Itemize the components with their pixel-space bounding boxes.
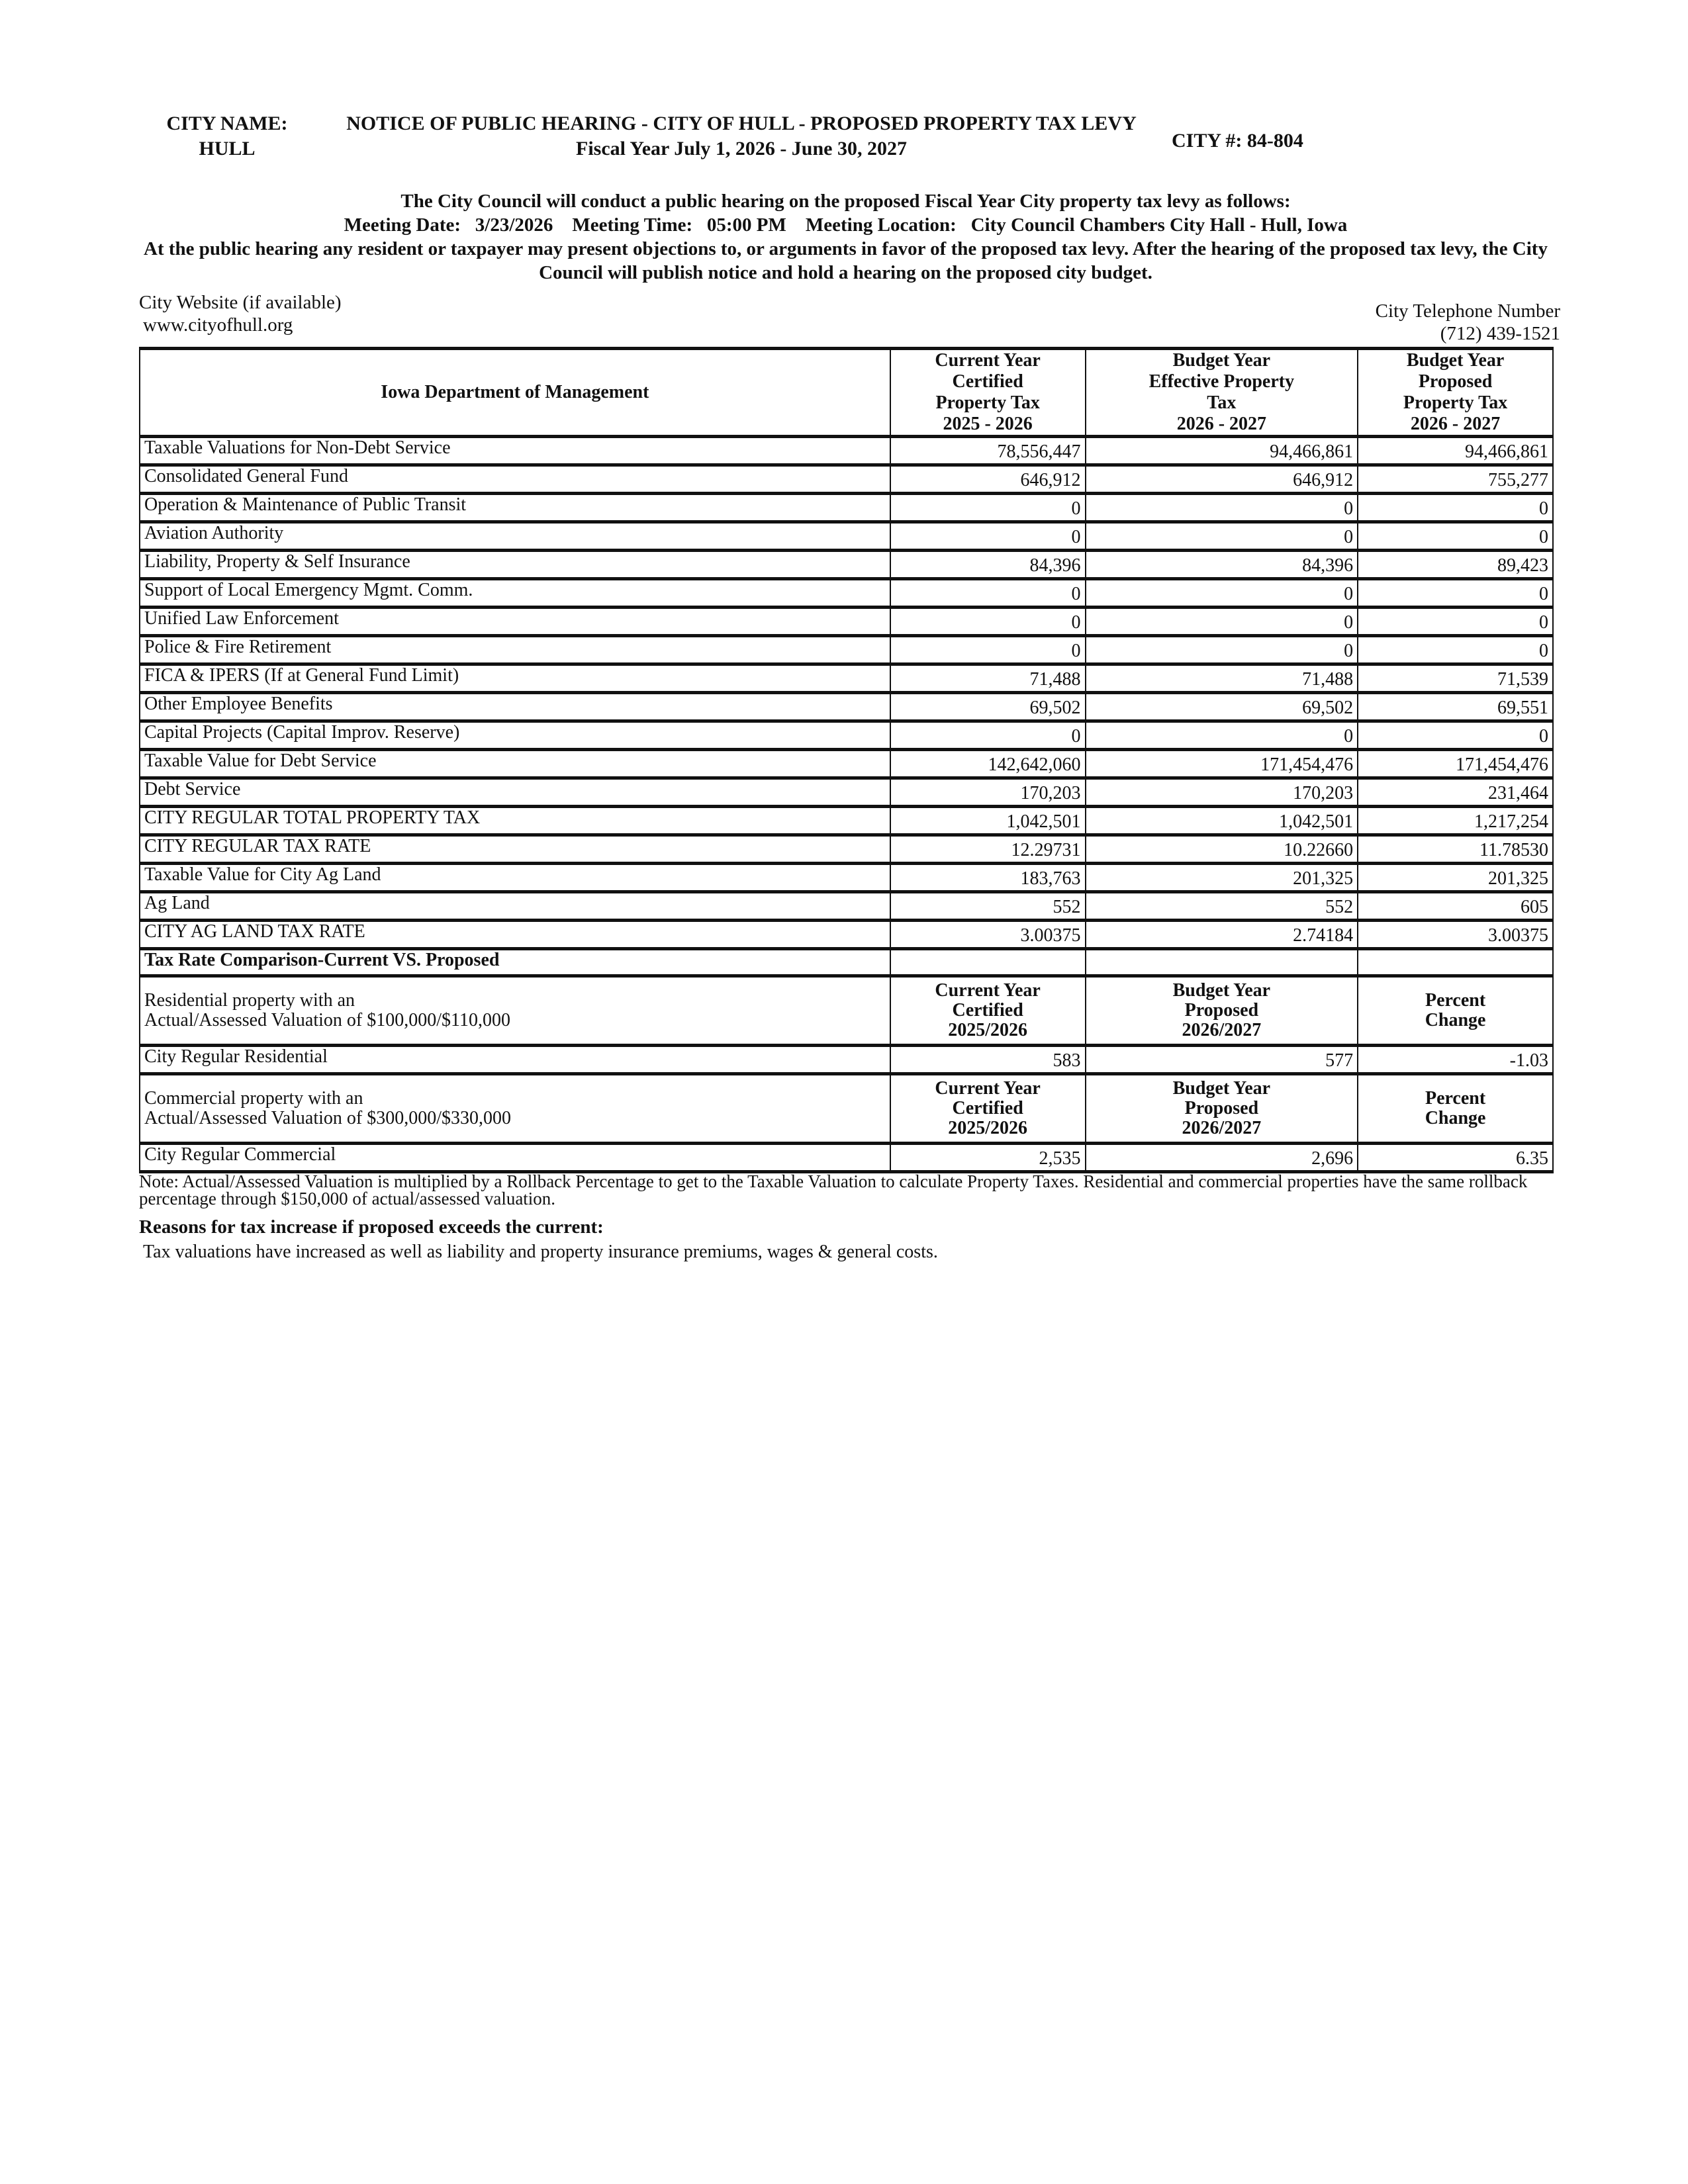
row-label: Police & Fire Retirement [140,636,890,664]
row-label: Liability, Property & Self Insurance [140,551,890,579]
table-row [140,750,1553,778]
header-line: Percent [1425,1088,1486,1109]
table-header-row [140,349,1553,437]
row-label: Capital Projects (Capital Improv. Reserve) [140,721,890,750]
commercial-row [140,1144,1553,1172]
row-label: Ag Land [140,892,890,921]
row-label: City Regular Commercial [140,1144,890,1172]
budget-effective-value: 1,042,501 [1086,807,1358,835]
commercial-header-row [140,1074,1553,1144]
row-label: Other Employee Benefits [140,693,890,721]
header-line: Certified [952,1000,1023,1021]
row-label: Support of Local Emergency Mgmt. Comm. [140,579,890,608]
current-year-value: 12.29731 [890,835,1086,864]
description-line: Residential property with an [144,990,355,1011]
header-line: Proposed [1418,371,1493,392]
header-budget-effective [1086,349,1358,437]
budget-proposed-value: 11.78530 [1358,835,1553,864]
row-label: Taxable Valuations for Non-Debt Service [140,437,890,465]
intro-line: The City Council will conduct a public hearing on the proposed Fiscal Year City property tax levy as follows: [400,191,1291,212]
description-line: Actual/Assessed Valuation of $100,000/$110,000 [144,1010,510,1030]
table-row [140,465,1553,494]
meeting-location: City Council Chambers City Hall - Hull, Iowa [970,214,1348,236]
meeting-date-label: Meeting Date: [344,214,461,236]
budget-proposed-value: 171,454,476 [1358,750,1553,778]
table-row [140,494,1553,522]
row-label: Consolidated General Fund [140,465,890,494]
header-line: Budget Year [1172,350,1271,371]
budget-proposed-value: 605 [1358,892,1553,921]
header-line: Effective Property [1149,371,1295,392]
residential-header-current [890,976,1086,1046]
residential-row [140,1046,1553,1074]
reasons-heading: Reasons for tax increase if proposed exceeds the current: [139,1216,604,1238]
header-line: 2026/2027 [1182,1118,1262,1138]
budget-effective-value: 71,488 [1086,664,1358,693]
row-label: City Regular Residential [140,1046,890,1074]
table-row [140,778,1553,807]
budget-effective-value: 552 [1086,892,1358,921]
table-row [140,579,1553,608]
table-row [140,721,1553,750]
levy-table [139,347,1554,1173]
table-row [140,807,1553,835]
budget-proposed-value: 0 [1358,721,1553,750]
header-line: Change [1425,1108,1486,1128]
fiscal-year: Fiscal Year July 1, 2026 - June 30, 2027 [576,138,907,159]
residential-proposed: 577 [1086,1046,1358,1074]
budget-proposed-value: 94,466,861 [1358,437,1553,465]
current-year-value: 3.00375 [890,921,1086,949]
header-current-year [890,349,1086,437]
row-label: CITY AG LAND TAX RATE [140,921,890,949]
budget-proposed-value: 1,217,254 [1358,807,1553,835]
reasons-text: Tax valuations have increased as well as liability and property insurance premiums, wages & general costs. [143,1242,938,1262]
table-row [140,551,1553,579]
commercial-percent-change: 6.35 [1358,1144,1553,1172]
header-line: Certified [952,1098,1023,1118]
meeting-time: 05:00 PM [706,214,786,236]
header-line: 2026/2027 [1182,1020,1262,1040]
commercial-description [140,1074,890,1144]
table-row [140,437,1553,465]
description-line: Commercial property with an [144,1088,363,1109]
header-line: Percent [1425,990,1486,1011]
description-line: Actual/Assessed Valuation of $300,000/$330,000 [144,1108,511,1128]
current-year-value: 0 [890,522,1086,551]
website-label: City Website (if available) [139,292,342,313]
table-row [140,864,1553,892]
current-year-value: 0 [890,636,1086,664]
row-label: Unified Law Enforcement [140,608,890,636]
budget-effective-value: 0 [1086,636,1358,664]
current-year-value: 1,042,501 [890,807,1086,835]
current-year-value: 0 [890,579,1086,608]
budget-proposed-value: 0 [1358,522,1553,551]
website-link[interactable]: www.cityofhull.org [143,314,293,336]
header-line: Property Tax [1403,392,1508,413]
city-name-block [151,111,303,161]
budget-effective-value: 0 [1086,494,1358,522]
current-year-value: 183,763 [890,864,1086,892]
budget-proposed-value: 0 [1358,494,1553,522]
header-department: Iowa Department of Management [140,349,890,437]
residential-header-percent [1358,976,1553,1046]
header-line: 2026 - 2027 [1410,414,1501,434]
header-line: Proposed [1184,1000,1259,1021]
header-line: Current Year [935,1078,1041,1099]
budget-proposed-value: 69,551 [1358,693,1553,721]
commercial-header-percent [1358,1074,1553,1144]
current-year-value: 0 [890,721,1086,750]
header-line: Budget Year [1172,980,1271,1001]
row-label: FICA & IPERS (If at General Fund Limit) [140,664,890,693]
header-line: Budget Year [1172,1078,1271,1099]
comparison-heading-row [140,949,1553,976]
budget-effective-value: 94,466,861 [1086,437,1358,465]
row-label: Taxable Value for City Ag Land [140,864,890,892]
city-name: HULL [199,138,256,159]
commercial-header-proposed [1086,1074,1358,1144]
header-line: 2025 - 2026 [943,414,1033,434]
current-year-value: 69,502 [890,693,1086,721]
residential-header-row [140,976,1553,1046]
budget-effective-value: 0 [1086,721,1358,750]
current-year-value: 646,912 [890,465,1086,494]
row-label: Debt Service [140,778,890,807]
budget-effective-value: 646,912 [1086,465,1358,494]
header-line: Proposed [1184,1098,1259,1118]
budget-effective-value: 2.74184 [1086,921,1358,949]
header-line: Certified [952,371,1023,392]
phone-number: (712) 439-1521 [1440,323,1560,344]
city-name-label: CITY NAME: [166,113,288,134]
budget-effective-value: 201,325 [1086,864,1358,892]
table-row [140,608,1553,636]
row-label: Operation & Maintenance of Public Transit [140,494,890,522]
website-block [139,291,342,336]
city-number: CITY #: 84-804 [1172,130,1303,152]
budget-proposed-value: 231,464 [1358,778,1553,807]
objections-paragraph: At the public hearing any resident or taxpayer may present objections to, or arguments in favor of the proposed tax levy. After the hearing of the proposed tax levy, the City Council will publish notice and hold a hearing on the proposed city budget. [144,238,1548,283]
current-year-value: 78,556,447 [890,437,1086,465]
meeting-date: 3/23/2026 [475,214,553,236]
header-line: 2025/2026 [948,1118,1028,1138]
commercial-proposed: 2,696 [1086,1144,1358,1172]
meeting-location-label: Meeting Location: [805,214,957,236]
budget-effective-value: 0 [1086,579,1358,608]
header-line: Change [1425,1010,1486,1030]
budget-proposed-value: 0 [1358,579,1553,608]
empty-cell [1358,949,1553,976]
budget-proposed-value: 0 [1358,636,1553,664]
budget-proposed-value: 201,325 [1358,864,1553,892]
budget-effective-value: 0 [1086,608,1358,636]
row-label: Taxable Value for Debt Service [140,750,890,778]
notice-title: NOTICE OF PUBLIC HEARING - CITY OF HULL - PROPOSED PROPERTY TAX LEVY [346,113,1137,134]
current-year-value: 142,642,060 [890,750,1086,778]
current-year-value: 71,488 [890,664,1086,693]
residential-percent-change: -1.03 [1358,1046,1553,1074]
rollback-note: Note: Actual/Assessed Valuation is multiplied by a Rollback Percentage to get to the Taxable Valuation to calculate Property Taxes. Residential and commercial properties have the same rollback percentage through $150,000 of actual/assessed valuation. [139,1171,1528,1208]
budget-proposed-value: 0 [1358,608,1553,636]
budget-effective-value: 84,396 [1086,551,1358,579]
row-label: CITY REGULAR TOTAL PROPERTY TAX [140,807,890,835]
budget-effective-value: 69,502 [1086,693,1358,721]
budget-effective-value: 170,203 [1086,778,1358,807]
header-line: Tax [1207,392,1237,413]
notice-title-block [311,111,1172,161]
commercial-current: 2,535 [890,1144,1086,1172]
residential-header-proposed [1086,976,1358,1046]
table-row [140,693,1553,721]
header-budget-proposed [1358,349,1553,437]
commercial-header-current [890,1074,1086,1144]
header-line: Budget Year [1406,350,1505,371]
current-year-value: 0 [890,608,1086,636]
phone-label: City Telephone Number [1375,300,1560,322]
budget-proposed-value: 755,277 [1358,465,1553,494]
empty-cell [890,949,1086,976]
header-line: 2026 - 2027 [1176,414,1267,434]
meeting-time-label: Meeting Time: [572,214,693,236]
table-row [140,921,1553,949]
budget-effective-value: 171,454,476 [1086,750,1358,778]
current-year-value: 0 [890,494,1086,522]
current-year-value: 170,203 [890,778,1086,807]
row-label: CITY REGULAR TAX RATE [140,835,890,864]
budget-effective-value: 10.22660 [1086,835,1358,864]
header-line: Current Year [935,350,1041,371]
levy-table-body [140,349,1553,1172]
empty-cell [1086,949,1358,976]
budget-effective-value: 0 [1086,522,1358,551]
table-row [140,835,1553,864]
comparison-heading: Tax Rate Comparison-Current VS. Proposed [140,949,890,976]
current-year-value: 552 [890,892,1086,921]
meeting-details [139,213,1552,237]
table-row [140,636,1553,664]
table-row [140,664,1553,693]
header-line: 2025/2026 [948,1020,1028,1040]
budget-proposed-value: 71,539 [1358,664,1553,693]
residential-description [140,976,890,1046]
table-row [140,522,1553,551]
budget-proposed-value: 3.00375 [1358,921,1553,949]
header-line: Property Tax [935,392,1040,413]
phone-block [1258,300,1560,345]
residential-current: 583 [890,1046,1086,1074]
current-year-value: 84,396 [890,551,1086,579]
budget-proposed-value: 89,423 [1358,551,1553,579]
hearing-intro [139,189,1552,285]
header-line: Current Year [935,980,1041,1001]
row-label: Aviation Authority [140,522,890,551]
table-row [140,892,1553,921]
